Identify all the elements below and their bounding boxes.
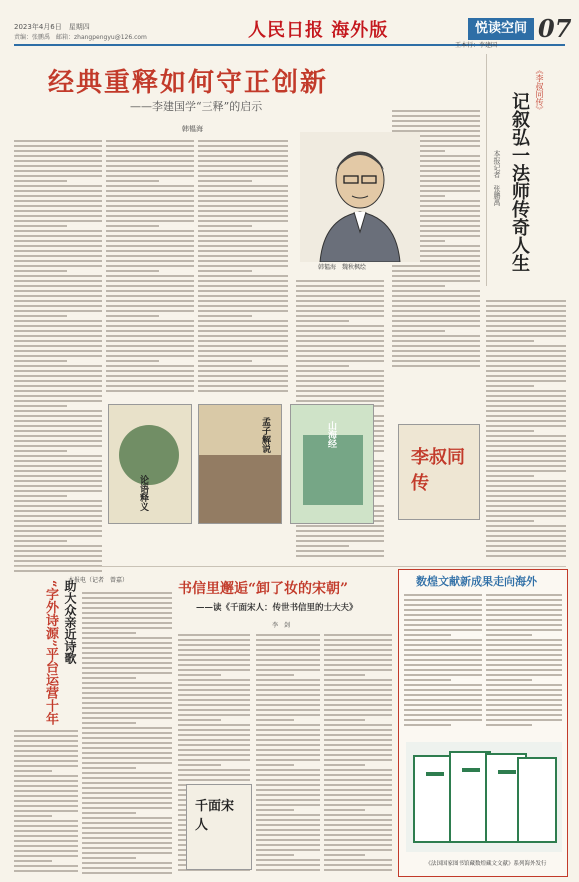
book-cover-lunyu [108,404,192,524]
second-byline: 李 剑 [272,622,291,629]
main-byline: 韩韫海 [182,125,203,133]
divider [14,566,566,567]
left-vertical-title: “字外诗源”平台运营十年 [43,580,58,725]
section-tab: 悦读空间 [468,18,534,40]
main-body-col-3 [198,140,288,398]
left-body-col-lower [14,730,78,878]
editor-line: 责编：张鹏禹 邮箱：zhangpengyu@126.com [14,34,147,41]
paper-logo: 人民日报 海外版 [248,20,389,41]
right-column-author: 本报记者 张鹏禹 [493,150,501,206]
poem-author: 王本行：李建国 [455,42,498,49]
second-headline: 书信里邂逅“卸了妆的宋朝” [178,581,349,597]
left-vertical-subtitle: 助大众亲近诗歌 [63,580,77,664]
book-title-mengzi: 孟子解说 [260,417,270,453]
overseas-title: 数煌文献新成果走向海外 [416,575,537,588]
page-number: 07 [538,14,572,43]
overseas-photo [406,742,562,852]
overseas-body-col-2 [486,594,562,732]
masthead [0,0,579,44]
divider [486,54,487,286]
main-subhead: ——李建国学“三释”的启示 [130,100,263,113]
book-title-lishutong: 李叔同传 [411,447,465,494]
main-body-col-2 [106,140,194,398]
main-headline: 经典重释如何守正创新 [48,68,329,98]
book-title-lunyu: 论语释义 [138,475,148,511]
left-body-col [82,592,172,878]
right-column-title: 记叙弘一法师传奇人生 [509,92,530,272]
book-cover-mengzi [198,404,282,524]
second-body-col-2 [256,634,320,878]
overseas-body-col-1 [404,594,482,732]
author-portrait [300,132,420,262]
overseas-caption: 《法国国家图书馆藏数煌藏文文献》系列海外发行 [425,861,547,867]
left-byline: 本报电（记者 曾嘉） [68,577,129,584]
main-body-col-1 [14,140,102,576]
book-cover-qianmian [186,784,252,870]
right-body-col [486,300,566,564]
date-line: 2023年4月6日 星期四 [14,23,90,31]
right-book-name: 《李叔同传》 [535,66,544,114]
portrait-caption: 韩韫海 魏秋枫绘 [318,264,367,271]
second-body-col-3 [324,634,392,878]
book-title-shanhaijing: 山海经 [326,421,336,448]
book-cover-shanhaijing [290,404,374,524]
second-subhead: ——读《千面宋人：传世书信里的士大夫》 [196,603,358,613]
book-title-qianmian: 千面宋人 [195,799,235,833]
book-cover-lishutong [398,424,480,520]
